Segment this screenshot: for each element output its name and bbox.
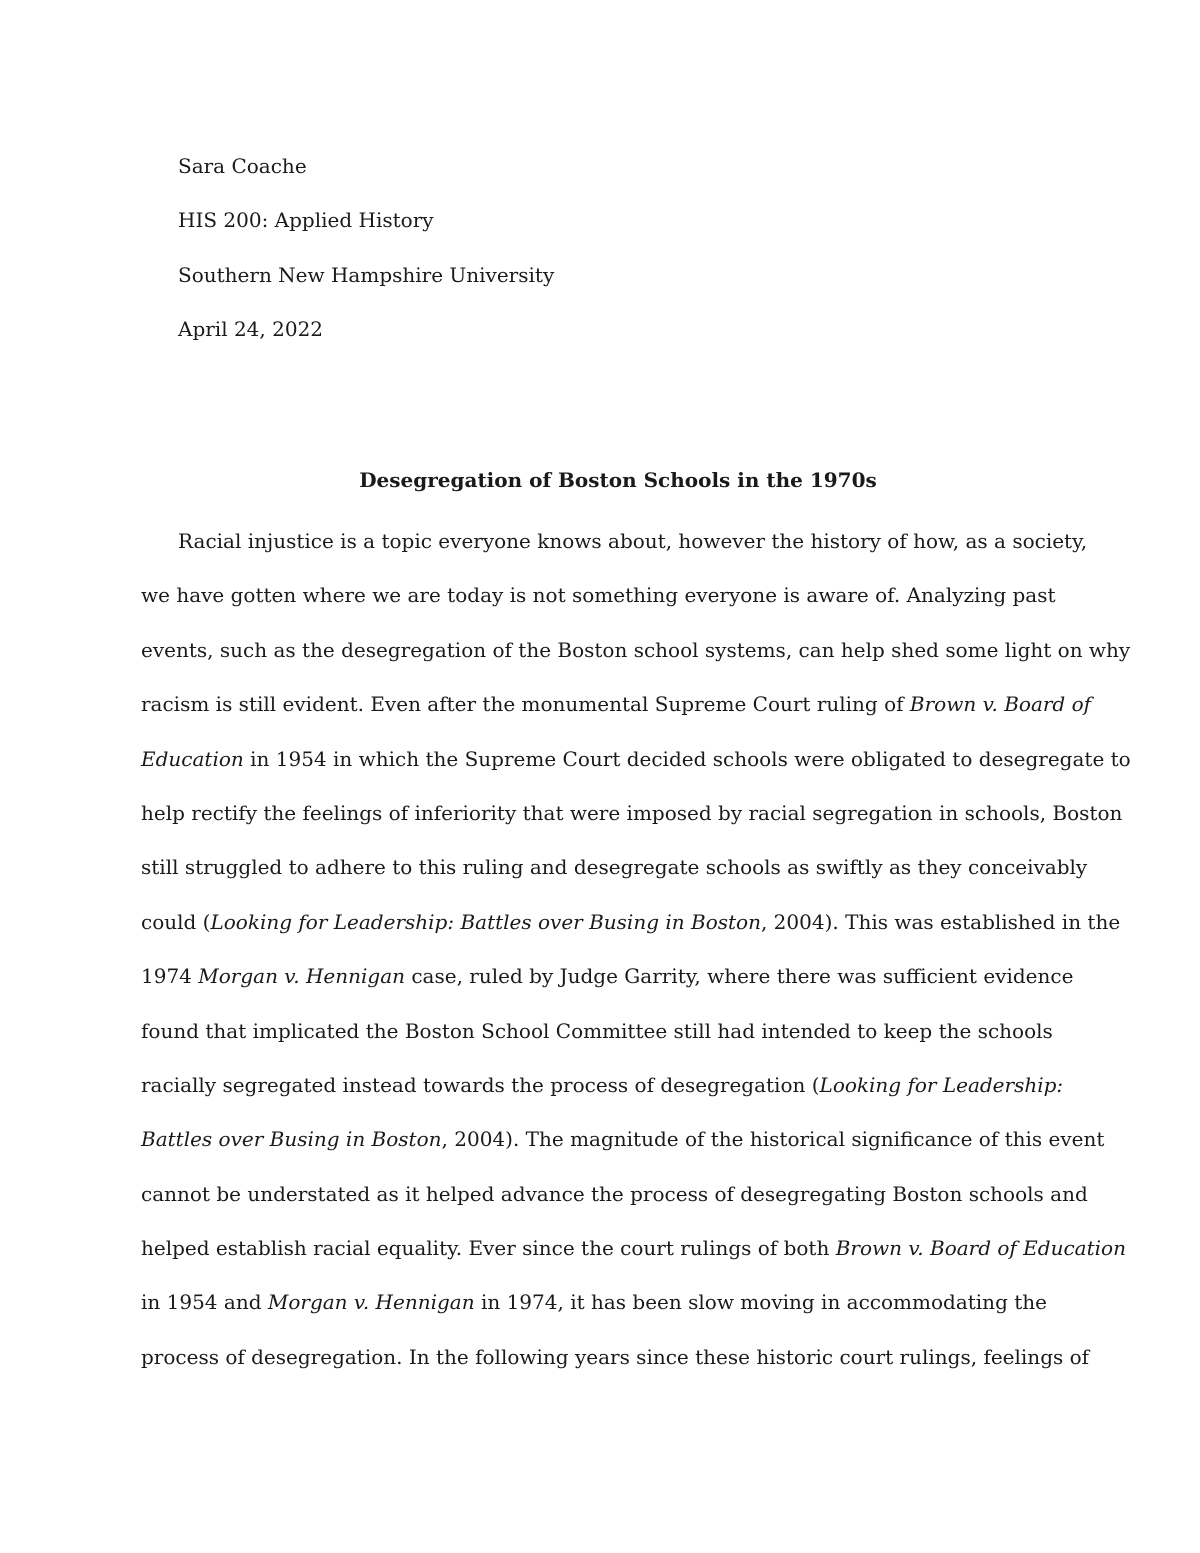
body-text-line <box>141 1221 1126 1275</box>
body-text-run: case, ruled by Judge Garrity, where there was sufficient evidence <box>405 964 1074 989</box>
document-header <box>178 139 1078 357</box>
body-text-run: cannot be understated as it helped advance the process of desegregating Boston schools and <box>141 1181 1088 1206</box>
body-text-run: 1974 <box>141 964 199 989</box>
body-text-run: , 2004). This was established in the <box>760 909 1121 934</box>
body-text-line <box>141 514 1088 568</box>
body-text-run: could ( <box>141 909 211 934</box>
document-title: Desegregation of Boston Schools in the 1970s <box>359 468 877 492</box>
course-name: HIS 200: Applied History <box>178 208 434 233</box>
body-text-run: , 2004). The magnitude of the historical significance of this event <box>441 1127 1105 1152</box>
body-text-line <box>141 1004 1061 1058</box>
italic-citation-text: Morgan v. Hennigan <box>267 1290 475 1315</box>
body-text-run: in 1954 in which the Supreme Court decided schools were obligated to desegregate to <box>243 746 1131 771</box>
italic-citation-text: Battles over Busing in Boston <box>141 1127 442 1152</box>
body-text-line <box>141 895 1121 949</box>
body-text-line <box>141 677 1092 731</box>
body-text-line <box>141 1275 1061 1329</box>
body-text-run: in 1974, it has been slow moving in accommodating the <box>474 1290 1047 1315</box>
body-text-line <box>141 1167 1088 1221</box>
body-text-run: racially segregated instead towards the process of desegregation ( <box>141 1072 820 1097</box>
body-text-line <box>141 786 1123 840</box>
body-text-line <box>141 1058 1064 1112</box>
italic-citation-text: Morgan v. Hennigan <box>198 964 405 989</box>
italic-citation-text: Education <box>141 746 244 771</box>
body-text-run: process of desegregation. In the following years since these historic court rulings, feelings of <box>141 1344 1090 1369</box>
body-text-run: racism is still evident. Even after the monumental Supreme Court ruling of <box>141 692 910 717</box>
body-text-run: we have gotten where we are today is not something everyone is aware of. Analyzing past <box>141 583 1056 608</box>
body-text-run: help rectify the feelings of inferiority that were imposed by racial segregation in schools, Boston <box>141 800 1123 825</box>
body-text-run: in 1954 and <box>141 1290 268 1315</box>
italic-citation-text: Looking for Leadership: <box>819 1072 1064 1097</box>
italic-citation-text: Looking for Leadership: Battles over Busing in Boston <box>210 909 761 934</box>
body-text-line <box>141 568 1061 622</box>
body-text-run: events, such as the desegregation of the Boston school systems, can help shed some light on why <box>141 637 1131 662</box>
body-text-line <box>141 732 1131 786</box>
body-text-run: found that implicated the Boston School Committee still had intended to keep the schools <box>141 1018 1053 1043</box>
document-date: April 24, 2022 <box>178 317 324 342</box>
institution-name: Southern New Hampshire University <box>178 262 555 287</box>
body-paragraph <box>141 514 1131 1384</box>
body-text-line <box>141 949 1074 1003</box>
body-text-run: still struggled to adhere to this ruling and desegregate schools as swiftly as they conceivably <box>141 855 1088 880</box>
body-text-line <box>141 840 1088 894</box>
body-text-run: helped establish racial equality. Ever since the court rulings of both <box>141 1236 836 1261</box>
author-name: Sara Coache <box>178 154 307 178</box>
body-text-line <box>141 623 1131 677</box>
body-text-line <box>141 1330 1090 1384</box>
body-text-run: Racial injustice is a topic everyone knows about, however the history of how, as a society, <box>178 529 1088 553</box>
italic-citation-text: Brown v. Board of Education <box>835 1236 1126 1261</box>
italic-citation-text: Brown v. Board of <box>909 692 1092 717</box>
body-text-line <box>141 1112 1105 1166</box>
